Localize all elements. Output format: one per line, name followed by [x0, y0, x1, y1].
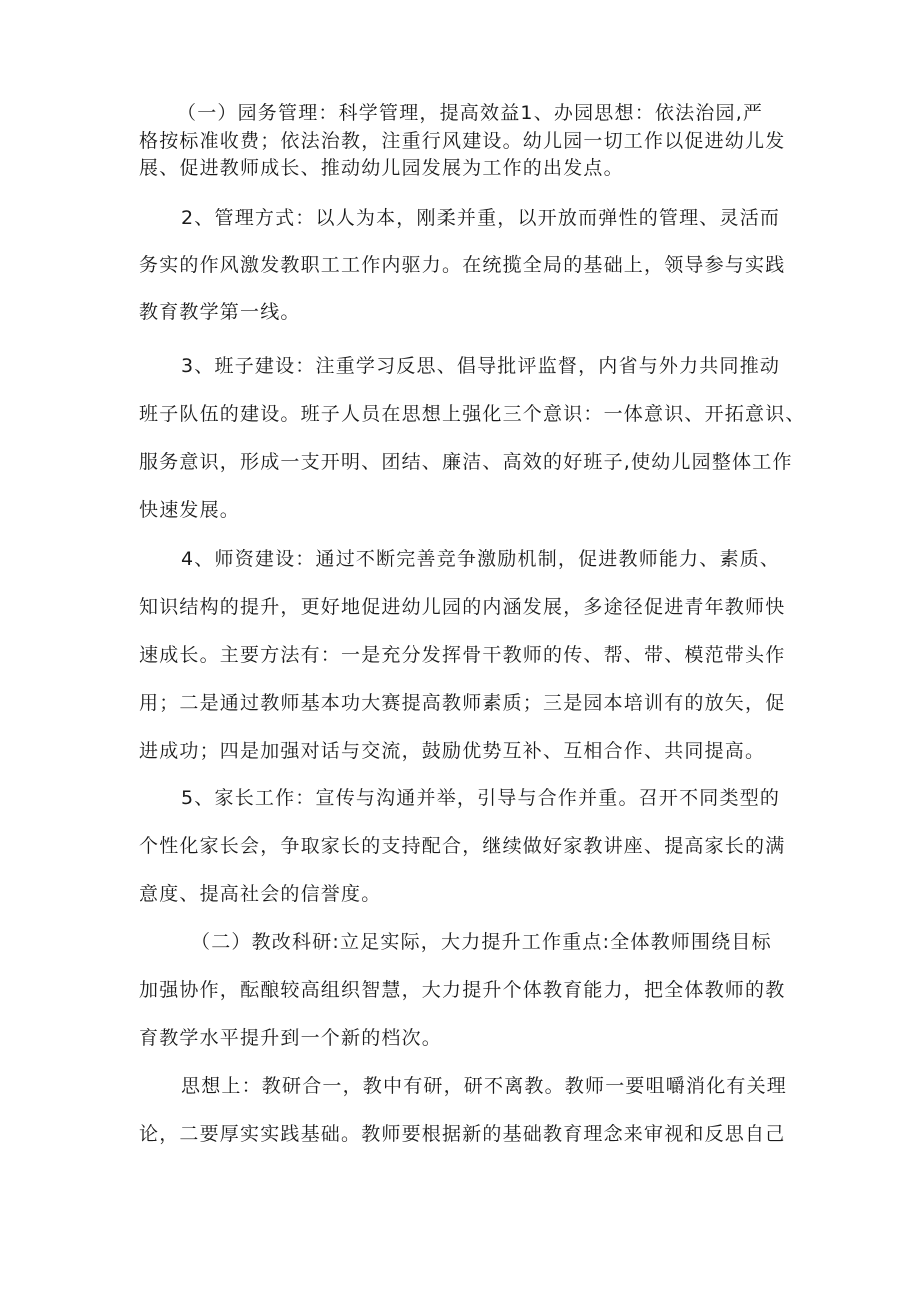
paragraph-teaching-research [139, 918, 784, 1062]
paragraph-line: 知识结构的提升，更好地促进幼儿园的内涵发展，多途径促进青年教师快 [139, 596, 786, 618]
paragraph-line: 进成功；四是加强对话与交流，鼓励优势互补、互相合作、共同提高。 [139, 740, 766, 762]
paragraph-line: 论，二要厚实实践基础。教师要根据新的基础教育理念来审视和反思自己 [139, 1123, 786, 1145]
paragraph-line: 2、管理方式：以人为本，刚柔并重，以开放而弹性的管理、灵活而 [181, 207, 781, 229]
paragraph-line: 加强协作，酝酿较高组织智慧，大力提升个体教育能力，把全体教师的教 [139, 979, 786, 1001]
paragraph-teacher-building [139, 535, 784, 775]
paragraph-line: （一）园务管理：科学管理，提高效益1、办园思想：依法治园,严 [177, 102, 764, 124]
paragraph-line: 快速发展。 [139, 499, 241, 521]
paragraph-line: 服务意识，形成一支开明、团结、廉洁、高效的好班子,使幼儿园整体工作 [139, 451, 793, 473]
paragraph-team-building [139, 342, 806, 534]
paragraph-line: 用；二是通过教师基本功大赛提高教师素质；三是园本培训有的放矢，促 [139, 692, 786, 714]
paragraph-line: 速成长。主要方法有：一是充分发挥骨干教师的传、帮、带、模范带头作 [139, 644, 786, 666]
paragraph-line: 3、班子建设：注重学习反思、倡导批评监督，内省与外力共同推动 [181, 355, 781, 377]
paragraph-management-method [139, 195, 784, 336]
paragraph-line: 格按标准收费；依法治教，注重行风建设。幼儿园一切工作以促进幼儿发 [139, 129, 786, 152]
paragraph-line: 展、促进教师成长、推动幼儿园发展为工作的出发点。 [139, 157, 624, 179]
paragraph-line: （二）教改科研:立足实际，大力提升工作重点:全体教师围绕目标 [191, 931, 772, 953]
paragraph-line: 思想上：教研合一，教中有研，研不离教。教师一要咀嚼消化有关理 [181, 1075, 788, 1097]
paragraph-line: 意度、提高社会的信誉度。 [139, 883, 382, 905]
paragraph-line: 5、家长工作：宣传与沟通并举，引导与合作并重。召开不同类型的 [181, 787, 781, 809]
paragraph-parent-work [139, 774, 784, 918]
paragraph-line: 班子队伍的建设。班子人员在思想上强化三个意识：一体意识、开拓意识、 [139, 403, 806, 425]
paragraph-line: 4、师资建设：通过不断完善竞争激励机制，促进教师能力、素质、 [181, 548, 781, 570]
paragraph-line: 务实的作风激发教职工工作内驱力。在统揽全局的基础上，领导参与实践 [139, 254, 786, 276]
paragraph-line: 育教学水平提升到一个新的档次。 [139, 1027, 443, 1049]
paragraph-line: 个性化家长会，争取家长的支持配合，继续做好家教讲座、提高家长的满 [139, 835, 786, 857]
paragraph-thinking [139, 1062, 788, 1158]
paragraph-line: 教育教学第一线。 [139, 301, 301, 323]
paragraph-garden-management [139, 100, 784, 183]
